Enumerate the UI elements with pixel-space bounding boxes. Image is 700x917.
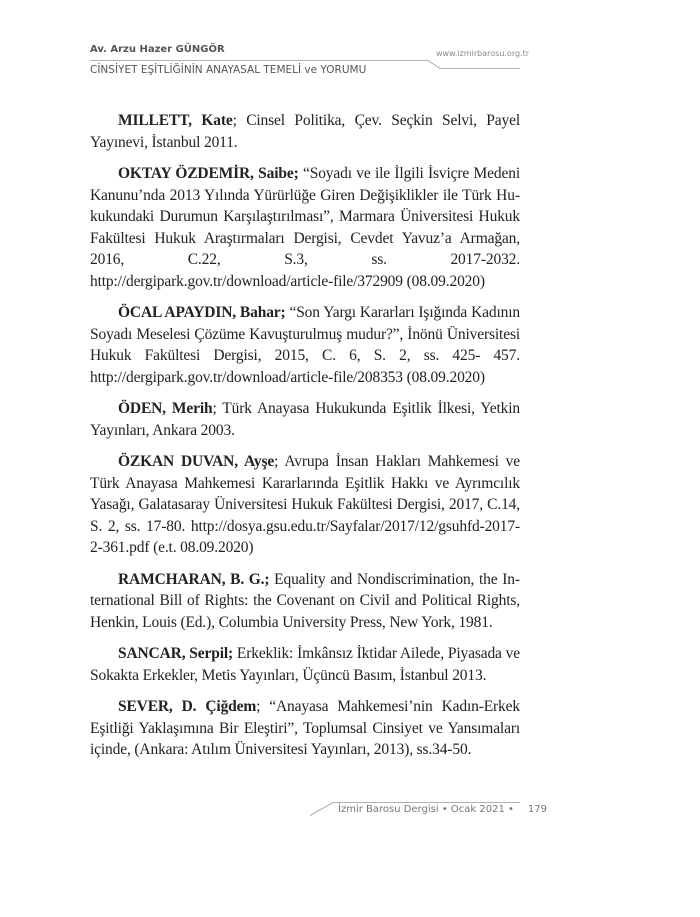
page-number: 179 [527, 804, 547, 815]
reference-item [90, 398, 520, 441]
reference-text: Equality and Nondiscrimination, the International Bill of Rights: the Covenant on Civil and Political Rights, Henkin, Louis (Ed.), Columbia University Press, New York, 1981. [90, 570, 520, 631]
reference-item [90, 643, 520, 686]
footer-journal: İzmir Barosu Dergisi • Ocak 2021 • [338, 804, 514, 815]
reference-item [90, 302, 520, 388]
reference-text: Erkeklik: İmkânsız İktidar Ailede, Piyasada ve Sokakta Erkekler, Metis Yayınları, Üçüncü Basım, İstanbul 2013. [90, 645, 520, 684]
reference-author: ÖCAL APAYDIN, Bahar; [118, 304, 286, 321]
reference-text: ; Avrupa İnsan Hakları Mahkemesi ve Türk Anayasa Mahkemesi Kararlarında Eşitlik Hakkı ve Ayrımcılık Yasağı, Galatasaray Üniversitesi Hukuk Fakültesi Dergisi, 2017, C.14, S. 2, ss. 17-80. http://dosya.gsu.edu.tr/Sayfalar/2017/12/gsuhfd-2017-2-361.pdf (e.t. 08.09.2020) [90, 453, 520, 556]
reference-item [90, 451, 520, 559]
reference-author: SEVER, D. Çiğdem [118, 698, 257, 715]
header-author: Av. Arzu Hazer GÜNGÖR [90, 44, 225, 55]
header-url: www.izmirbarosu.org.tr [436, 49, 530, 58]
reference-author: OKTAY ÖZDEMİR, Saibe; [118, 165, 299, 182]
reference-author: SANCAR, Serpil; [118, 645, 234, 662]
reference-author: ÖDEN, Merih [118, 400, 213, 417]
reference-author: ÖZKAN DUVAN, Ayşe [118, 453, 275, 470]
header-title: CİNSİYET EŞİTLİĞİNİN ANAYASAL TEMELİ ve YORUMU [90, 64, 367, 76]
reference-list [90, 110, 520, 771]
reference-author: RAMCHARAN, B. G.; [118, 570, 270, 588]
reference-text: “Son Yargı Kararları Işığında Kadının Soyadı Meselesi Çözüme Kavuşturulmuş mudur?”, İnönü Üniversitesi Hukuk Fakültesi Dergisi, 2015, C. 6, S. 2, ss. 425- 457. http://dergipark.gov.tr/download/article-file/208353 (08.09.2020) [90, 304, 520, 386]
reference-text: ; “Anayasa Mahkemesi’nin Kadın-Erkek Eşitliği Yaklaşımına Bir Eleştiri”, Toplumsal Cinsiyet ve Yansımaları içinde, (Ankara: Atılım Üniversitesi Yayınları, 2013), ss.34-50. [90, 698, 520, 758]
reference-item [90, 569, 520, 634]
reference-text: “Soyadı ve ile İlgili İsviçre Medeni Kanunu’nda 2013 Yılında Yürürlüğe Giren Değişiklikler ile Türk Hukukundaki Durumun Karşılaştırılması”, Marmara Üniversitesi Hukuk Fakültesi Hukuk Araştırmaları Dergisi, Cevdet Yavuz’a Armağan, 2016, C.22, S.3, ss. 2017-2032. http://dergipark.gov.tr/download/article-file/372909 (08.09.2020) [90, 165, 520, 290]
reference-item [90, 163, 520, 292]
reference-item [90, 110, 520, 153]
reference-author: MILLETT, Kate [118, 112, 233, 129]
footer [338, 804, 547, 816]
reference-item [90, 696, 520, 761]
reference-text: ; Cinsel Politika, Çev. Seçkin Selvi, Payel Yayınevi, İstanbul 2011. [90, 112, 520, 151]
reference-text: ; Türk Anayasa Hukukunda Eşitlik İlkesi, Yetkin Yayınları, Ankara 2003. [90, 400, 520, 439]
